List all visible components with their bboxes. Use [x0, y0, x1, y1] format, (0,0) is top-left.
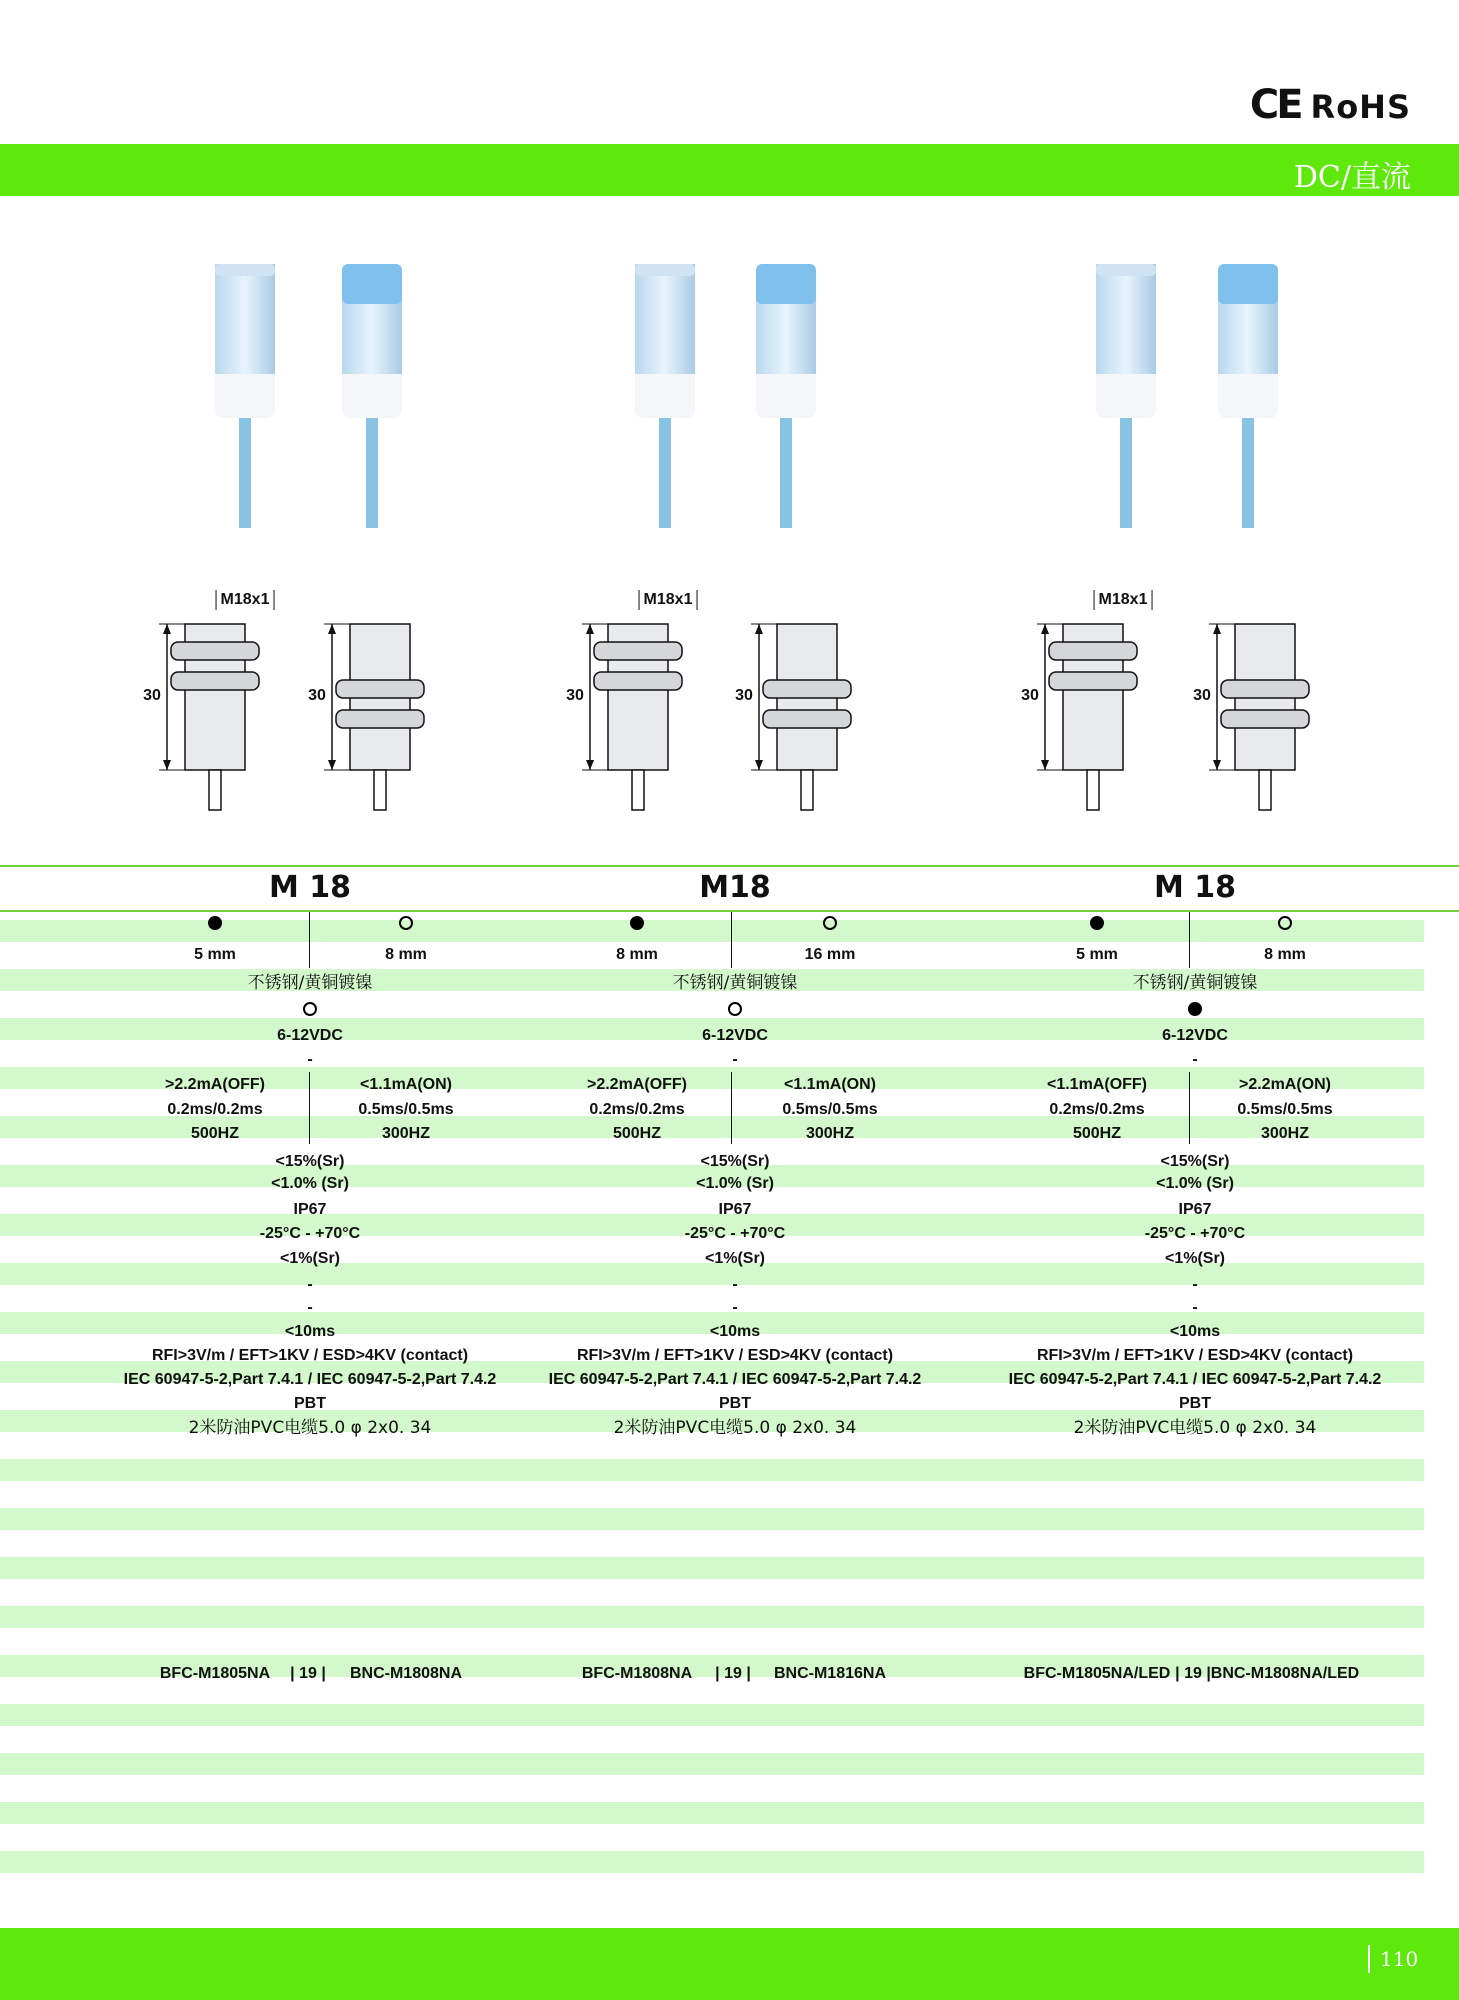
dimension-drawing [737, 580, 877, 820]
model-number-a: BFC-M1805NA/LED [1023, 1665, 1171, 1682]
switching-frequency-b: 300HZ [805, 1125, 855, 1142]
repeat-accuracy: <1.0% (Sr) [1156, 1175, 1234, 1192]
model-title: M18 [699, 870, 771, 905]
housing-material: 不锈钢/黄铜镀镍 [247, 973, 373, 993]
table-stripe [0, 1851, 1424, 1873]
supply-voltage: 6-12VDC [277, 1027, 343, 1044]
temperature-range: -25°C - +70°C [684, 1225, 786, 1242]
cable-spec: 2米防油PVC电缆5.0 φ 2x0. 34 [1073, 1418, 1317, 1438]
protection-rating: IP67 [1178, 1201, 1212, 1218]
cable-spec: 2米防油PVC电缆5.0 φ 2x0. 34 [188, 1418, 432, 1438]
power-on-delay: <10ms [1169, 1323, 1221, 1340]
temperature-range: -25°C - +70°C [1144, 1225, 1246, 1242]
sensor-photo [1091, 258, 1161, 528]
empty-value: - [307, 1299, 313, 1316]
housing-material: 不锈钢/黄铜镀镍 [672, 973, 798, 993]
temperature-range: -25°C - +70°C [259, 1225, 361, 1242]
table-rule [0, 865, 1459, 867]
dimension-length-label: 30 [308, 687, 326, 704]
current-a: >2.2mA(OFF) [164, 1076, 266, 1093]
rohs-mark: RoHS [1310, 88, 1411, 126]
housing-material: 不锈钢/黄铜镀镍 [1132, 973, 1258, 993]
current-a: <1.1mA(OFF) [1046, 1076, 1148, 1093]
empty-value: - [732, 1299, 738, 1316]
hysteresis: <15%(Sr) [275, 1153, 345, 1170]
empty-value: - [307, 1276, 313, 1293]
dimension-drawing [568, 580, 708, 820]
standard: IEC 60947-5-2,Part 7.4.1 / IEC 60947-5-2,Part 7.4.2 [1008, 1371, 1382, 1388]
switching-frequency-b: 300HZ [1260, 1125, 1310, 1142]
switching-frequency-a: 500HZ [190, 1125, 240, 1142]
standard: IEC 60947-5-2,Part 7.4.1 / IEC 60947-5-2,Part 7.4.2 [123, 1371, 497, 1388]
header-bar [0, 144, 1459, 196]
dimension-length-label: 30 [566, 687, 584, 704]
dimension-length-label: 30 [1021, 687, 1039, 704]
sensing-range-a: 5 mm [194, 946, 236, 963]
switching-frequency-a: 500HZ [612, 1125, 662, 1142]
current-b: <1.1mA(ON) [359, 1076, 453, 1093]
category-label: DC/直流 [1293, 160, 1411, 195]
table-stripe [0, 1557, 1424, 1579]
model-code: | 19 | [1175, 1665, 1211, 1682]
response-time-b: 0.5ms/0.5ms [782, 1101, 878, 1118]
table-stripe [0, 1459, 1424, 1481]
output-mark-dot [728, 1002, 742, 1016]
dimension-drawing [145, 580, 285, 820]
table-stripe [0, 1704, 1424, 1726]
sensor-photo [1213, 258, 1283, 528]
column-divider [731, 1072, 732, 1144]
model-number-b: BNC-M1808NA [349, 1665, 463, 1682]
column-divider [1189, 1072, 1190, 1144]
sensor-photo [630, 258, 700, 528]
certification-marks [1250, 82, 1411, 128]
output-mark-dot [1188, 1002, 1202, 1016]
model-code: | 19 | [715, 1665, 751, 1682]
dimension-length-label: 30 [735, 687, 753, 704]
empty-value: - [1192, 1051, 1198, 1068]
cap-material: PBT [719, 1395, 751, 1412]
empty-value: - [1192, 1276, 1198, 1293]
model-number-b: BNC-M1808NA/LED [1210, 1665, 1360, 1682]
current-b: <1.1mA(ON) [783, 1076, 877, 1093]
dimension-length-label: 30 [1193, 687, 1211, 704]
column-divider [1189, 912, 1190, 968]
empty-value: - [732, 1051, 738, 1068]
table-stripe [0, 1802, 1424, 1824]
model-title: M 18 [1153, 870, 1237, 905]
dimension-drawing [310, 580, 450, 820]
sensor-photo [210, 258, 280, 528]
switching-frequency-a: 500HZ [1072, 1125, 1122, 1142]
temperature-drift: <1%(Sr) [1164, 1250, 1226, 1267]
emc-values: RFI>3V/m / EFT>1KV / ESD>4KV (contact) [151, 1347, 469, 1364]
model-number-b: BNC-M1816NA [773, 1665, 887, 1682]
current-b: >2.2mA(ON) [1238, 1076, 1332, 1093]
sensor-photo [751, 258, 821, 528]
temperature-drift: <1%(Sr) [704, 1250, 766, 1267]
footer-bar [0, 1928, 1459, 2000]
column-divider [309, 1072, 310, 1144]
output-mark-dot [303, 1002, 317, 1016]
sensor-photo [337, 258, 407, 528]
table-stripe [0, 1753, 1424, 1775]
power-on-delay: <10ms [284, 1323, 336, 1340]
temperature-drift: <1%(Sr) [279, 1250, 341, 1267]
sensing-range-b: 8 mm [1264, 946, 1306, 963]
dimension-length-label: 30 [143, 687, 161, 704]
standard: IEC 60947-5-2,Part 7.4.1 / IEC 60947-5-2,Part 7.4.2 [548, 1371, 922, 1388]
response-time-a: 0.2ms/0.2ms [589, 1101, 685, 1118]
supply-voltage: 6-12VDC [702, 1027, 768, 1044]
model-number-a: BFC-M1805NA [159, 1665, 271, 1682]
emc-values: RFI>3V/m / EFT>1KV / ESD>4KV (contact) [1036, 1347, 1354, 1364]
sensing-range-a: 5 mm [1076, 946, 1118, 963]
thread-label: M18x1 [1094, 590, 1153, 610]
model-number-a: BFC-M1808NA [581, 1665, 693, 1682]
sensing-range-a: 8 mm [616, 946, 658, 963]
hysteresis: <15%(Sr) [1160, 1153, 1230, 1170]
ce-mark: CE [1249, 82, 1301, 128]
model-title: M 18 [268, 870, 352, 905]
current-a: >2.2mA(OFF) [586, 1076, 688, 1093]
table-rule [0, 910, 1459, 912]
nonflush-mount-dot [823, 916, 837, 930]
sensing-range-b: 16 mm [804, 946, 856, 963]
empty-value: - [1192, 1299, 1198, 1316]
protection-rating: IP67 [718, 1201, 752, 1218]
protection-rating: IP67 [293, 1201, 327, 1218]
model-code: | 19 | [290, 1665, 326, 1682]
empty-value: - [732, 1276, 738, 1293]
nonflush-mount-dot [399, 916, 413, 930]
switching-frequency-b: 300HZ [381, 1125, 431, 1142]
sensing-range-b: 8 mm [385, 946, 427, 963]
cap-material: PBT [294, 1395, 326, 1412]
column-divider [731, 912, 732, 968]
flush-mount-dot [630, 916, 644, 930]
repeat-accuracy: <1.0% (Sr) [271, 1175, 349, 1192]
empty-value: - [307, 1051, 313, 1068]
dimension-drawing [1195, 580, 1335, 820]
response-time-a: 0.2ms/0.2ms [167, 1101, 263, 1118]
table-stripe [0, 1606, 1424, 1628]
supply-voltage: 6-12VDC [1162, 1027, 1228, 1044]
response-time-b: 0.5ms/0.5ms [358, 1101, 454, 1118]
response-time-a: 0.2ms/0.2ms [1049, 1101, 1145, 1118]
dimension-drawing [1023, 580, 1163, 820]
hysteresis: <15%(Sr) [700, 1153, 770, 1170]
thread-label: M18x1 [216, 590, 275, 610]
thread-label: M18x1 [639, 590, 698, 610]
response-time-b: 0.5ms/0.5ms [1237, 1101, 1333, 1118]
table-stripe [0, 1508, 1424, 1530]
power-on-delay: <10ms [709, 1323, 761, 1340]
flush-mount-dot [1090, 916, 1104, 930]
column-divider [309, 912, 310, 968]
repeat-accuracy: <1.0% (Sr) [696, 1175, 774, 1192]
emc-values: RFI>3V/m / EFT>1KV / ESD>4KV (contact) [576, 1347, 894, 1364]
cap-material: PBT [1179, 1395, 1211, 1412]
cable-spec: 2米防油PVC电缆5.0 φ 2x0. 34 [613, 1418, 857, 1438]
flush-mount-dot [208, 916, 222, 930]
page-number: 110 [1368, 1945, 1418, 1973]
nonflush-mount-dot [1278, 916, 1292, 930]
